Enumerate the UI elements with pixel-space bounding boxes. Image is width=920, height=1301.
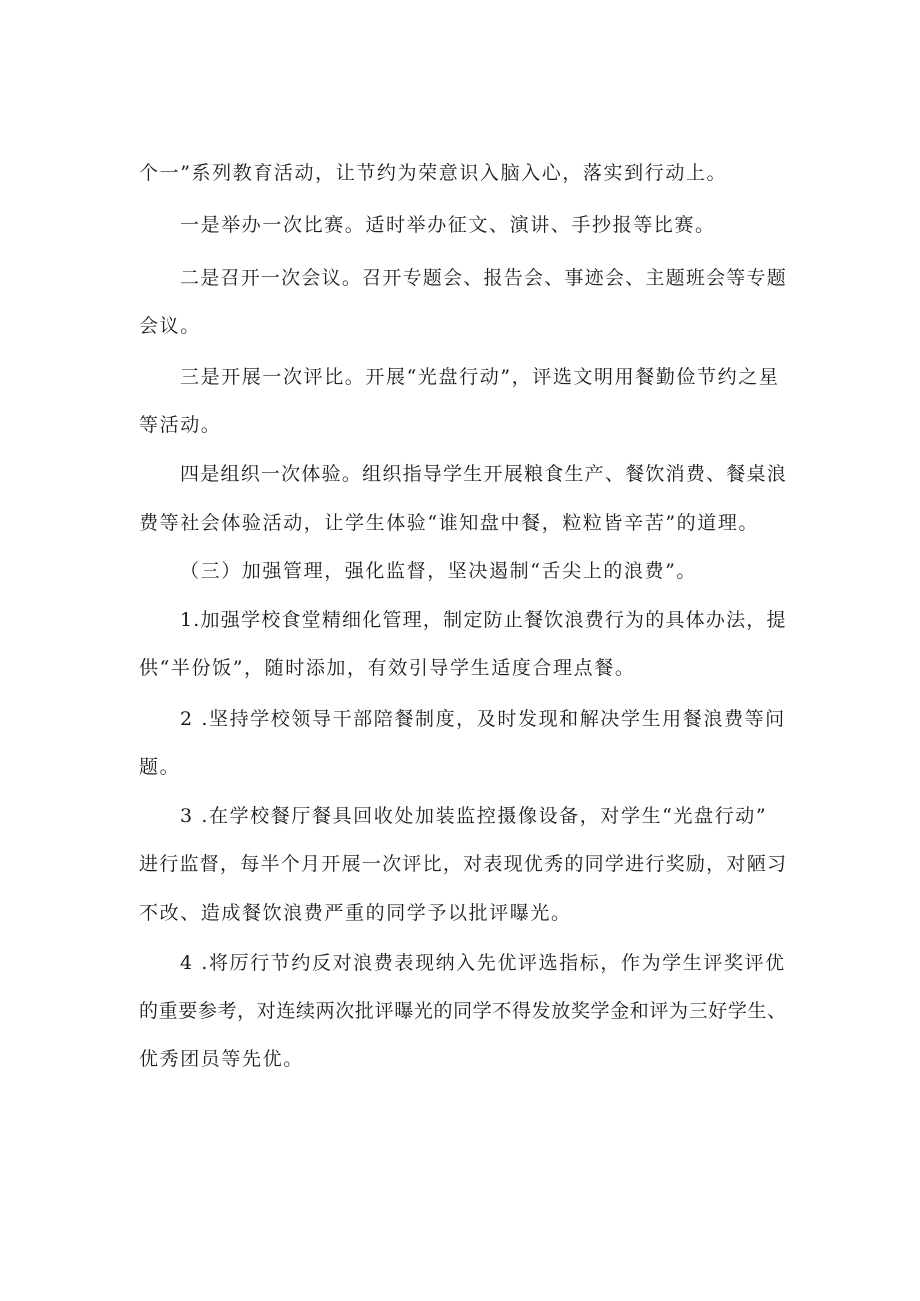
text-line-17: 4 .将厉行节约反对浪费表现纳入先优评选指标，作为学生评奖评优	[180, 952, 786, 974]
text-line-1: 个一”系列教育活动，让节约为荣意识入脑入心，落实到行动上。	[139, 162, 728, 184]
text-line-12: 2 .坚持学校领导干部陪餐制度，及时发现和解决学生用餐浪费等问	[180, 708, 786, 730]
text-line-15: 进行监督，每半个月开展一次评比，对表现优秀的同学进行奖励，对陋习	[139, 853, 788, 875]
text-line-13: 题。	[139, 756, 181, 778]
text-line-6: 等活动。	[139, 414, 222, 436]
text-line-3: 二是召开一次会议。召开专题会、报告会、事迹会、主题班会等专题	[180, 267, 788, 289]
text-line-2: 一是举办一次比赛。适时举办征文、演讲、手抄报等比赛。	[180, 214, 716, 236]
text-line-10: 1.加强学校食堂精细化管理，制定防止餐饮浪费行为的具体办法，提	[180, 609, 787, 631]
text-line-18: 的重要参考，对连续两次批评曝光的同学不得发放奖学金和评为三好学生、	[139, 1000, 787, 1022]
text-line-14: 3 .在学校餐厅餐具回收处加装监控摄像设备，对学生“光盘行动”	[180, 805, 768, 827]
text-line-11: 供“半份饭”，随时添加，有效引导学生适度合理点餐。	[139, 657, 636, 679]
text-line-7: 四是组织一次体验。组织指导学生开展粮食生产、餐饮消费、餐桌浪	[180, 463, 788, 485]
text-line-4: 会议。	[139, 315, 201, 337]
text-line-5: 三是开展一次评比。开展“光盘行动”，评选文明用餐勤俭节约之星	[180, 366, 780, 388]
text-line-16: 不改、造成餐饮浪费严重的同学予以批评曝光。	[139, 902, 572, 924]
text-line-19: 优秀团员等先优。	[139, 1048, 304, 1070]
text-line-8: 费等社会体验活动，让学生体验“谁知盘中餐，粒粒皆辛苦”的道理。	[139, 512, 760, 534]
text-line-9: （三）加强管理，强化监督，坚决遏制“舌尖上的浪费”。	[180, 560, 698, 582]
